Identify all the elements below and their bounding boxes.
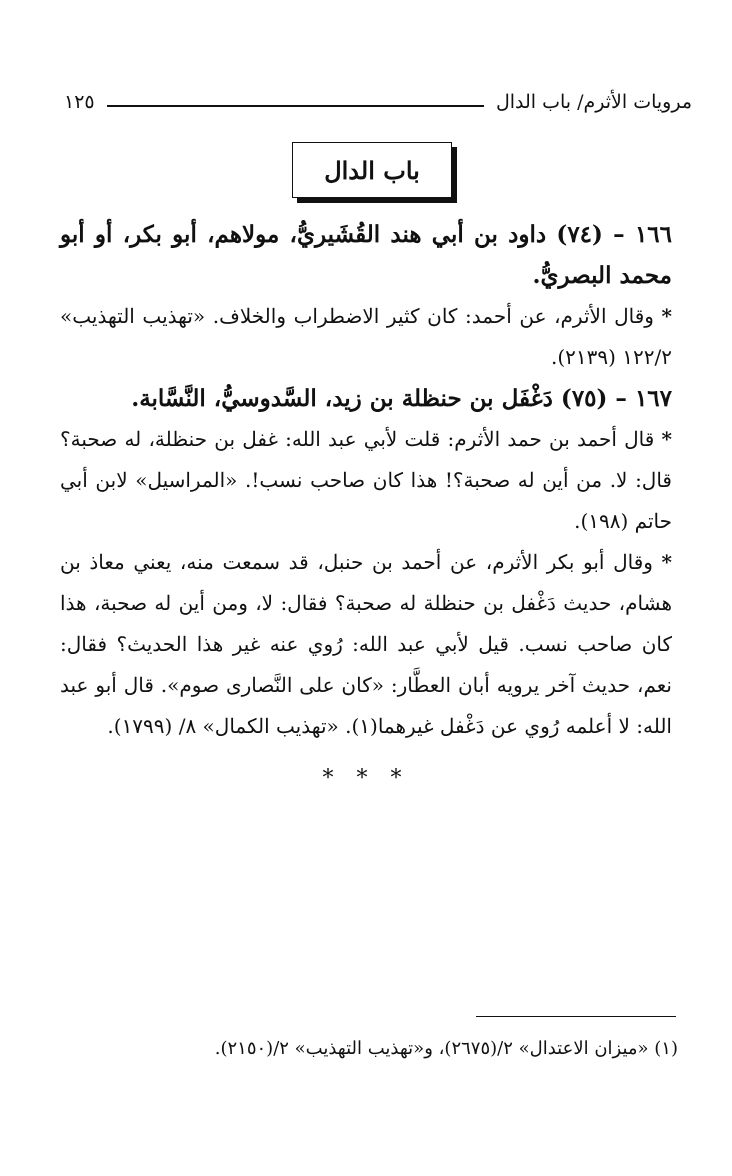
- running-header: [64, 88, 692, 116]
- entry-paragraph: [60, 296, 672, 378]
- paragraph-text: وقال أبو بكر الأثرم، عن أحمد بن حنبل، قد سمعت منه، يعني معاذ بن هشام، حديث دَغْفل بن حنظلة له صحبة؟ فقال: لا، ومن أين له صحبة، هذا كان صاحب نسب. قيل لأبي عبد الله: رُوي عنه غير هذا الحديث؟ فقال: نعم، حديث آخر يرويه أبان العطَّار: «كان على النَّصارى صوم». قال أبو عبد الله: لا أعلمه رُوي عن دَغْفل غيرهما(١). «تهذيب الكمال» ٨/ (١٧٩٩).: [60, 550, 672, 738]
- footnote-rule: [476, 1016, 676, 1017]
- entry-paragraph: [60, 419, 672, 542]
- chapter-title-box: [292, 142, 452, 198]
- footnote: (١) «ميزان الاعتدال» ٢/(٢٦٧٥)، و«تهذيب التهذيب» ٢/(٢١٥٠).: [214, 1038, 678, 1059]
- running-title: مرويات الأثرم/ باب الدال: [495, 91, 692, 113]
- section-ornament: * * *: [322, 766, 410, 791]
- asterisk-marker: *: [661, 550, 673, 574]
- paragraph-text: وقال الأثرم، عن أحمد: كان كثير الاضطراب والخلاف. «تهذيب التهذيب» ١٢٢/٢ (٢١٣٩).: [60, 304, 672, 369]
- asterisk-marker: *: [661, 427, 672, 451]
- page-number: ١٢٥: [64, 91, 95, 113]
- header-rule: [107, 105, 484, 107]
- entry-heading: ١٦٧ – (٧٥) دَغْفَل بن حنظلة بن زيد، السَّدوسيُّ، النَّسَّابة.: [131, 385, 672, 412]
- entry-heading: ١٦٦ – (٧٤) داود بن أبي هند القُشَيريُّ، مولاهم، أبو بكر، أو أبو محمد البصريُّ.: [60, 221, 672, 289]
- entry-paragraph: [60, 542, 672, 747]
- paragraph-text: قال أحمد بن حمد الأثرم: قلت لأبي عبد الله: غفل بن حنظلة، له صحبة؟ قال: لا. من أين له صحبة؟! هذا كان صاحب نسب!. «المراسيل» لابن أبي حاتم (١٩٨).: [60, 427, 672, 533]
- asterisk-marker: *: [661, 304, 672, 328]
- chapter-title: باب الدال: [324, 155, 420, 185]
- body-text: [60, 214, 672, 747]
